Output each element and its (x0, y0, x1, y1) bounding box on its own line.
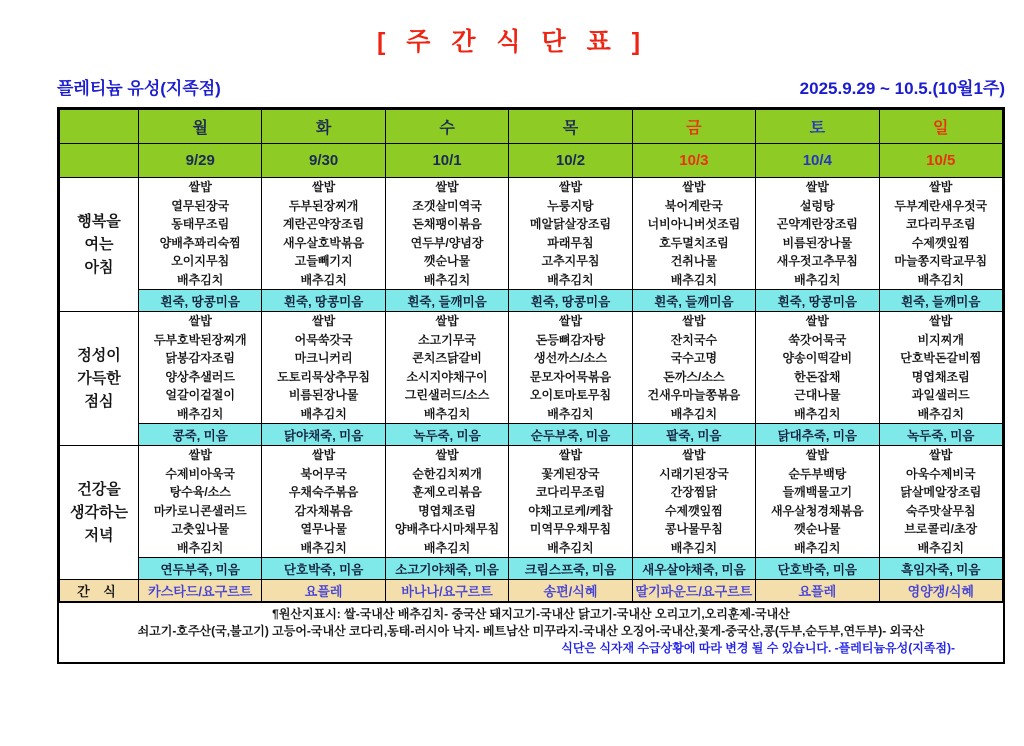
snack-cell-4: 딸기파운드/요구르트 (632, 580, 755, 602)
day-header-3: 목 (509, 110, 632, 144)
menu-item: 쌀밥 (929, 448, 953, 462)
menu-item: 배추김치 (177, 406, 224, 421)
snack-row (60, 580, 1003, 602)
porridge-cell-lunch-4: 팥죽, 미음 (632, 424, 755, 446)
menu-cell-lunch-4 (632, 312, 755, 424)
menu-item: 비지찌개 (917, 332, 964, 347)
menu-item: 어묵쑥갓국 (294, 332, 353, 347)
porridge-cell-dinner-4: 새우살야채죽, 미음 (632, 558, 755, 580)
notice-line: 식단은 식자재 수급상황에 따라 변경 될 수 있습니다. -플레티늄유성(지족점)- (561, 641, 955, 655)
origin-line-2: 쇠고기-호주산(국,불고기) 고등어-국내산 코다리,동태-러시아 낙지- 베트남산 미꾸라지-국내산 오징어-국내산,꽃게-중국산,콩(두부,순두부,연두부)- 외국산 (137, 624, 925, 638)
meal-menu-row-lunch (60, 312, 1003, 424)
meal-label-line: 생각하는 (70, 504, 128, 521)
menu-item: 쌀밥 (929, 180, 953, 194)
menu-item: 양송이떡갈비 (782, 351, 853, 365)
porridge-cell-lunch-3: 순두부죽, 미음 (509, 424, 632, 446)
menu-item: 콘치즈닭갈비 (412, 351, 482, 365)
meal-label-breakfast (60, 178, 139, 312)
menu-item: 들깨백물고기 (782, 485, 853, 499)
day-header-row (60, 110, 1003, 144)
menu-item: 누룽지탕 (547, 198, 594, 213)
menu-cell-dinner-5 (756, 446, 879, 558)
porridge-cell-breakfast-0: 흰죽, 땅콩미음 (139, 290, 262, 312)
menu-item: 과일샐러드 (911, 388, 970, 402)
menu-cell-breakfast-6 (879, 178, 1002, 290)
menu-item: 고춧잎나물 (171, 522, 230, 536)
menu-cell-dinner-1 (262, 446, 385, 558)
snack-cell-5: 요플레 (756, 580, 879, 602)
day-header-1: 화 (262, 110, 385, 144)
menu-item: 훈제오리볶음 (412, 485, 482, 499)
menu-item: 명엽채조림 (418, 503, 477, 518)
porridge-cell-breakfast-4: 흰죽, 들깨미음 (632, 290, 755, 312)
menu-item: 간장찜닭 (670, 485, 718, 499)
porridge-cell-lunch-2: 녹두죽, 미음 (385, 424, 508, 446)
menu-cell-lunch-2 (385, 312, 508, 424)
menu-item: 양배추꽈리숙찜 (159, 235, 241, 250)
menu-item: 쌀밥 (682, 314, 706, 328)
meal-label-line: 저녁 (84, 527, 114, 544)
menu-item: 닭살메알장조림 (900, 485, 982, 499)
menu-item: 북어무국 (300, 466, 347, 481)
menu-item: 소시지야채구이 (406, 369, 488, 384)
menu-item: 깻순나물 (423, 254, 471, 268)
porridge-cell-breakfast-3: 흰죽, 땅콩미음 (509, 290, 632, 312)
date-cell-6: 10/5 (879, 144, 1002, 178)
date-cell-4: 10/3 (632, 144, 755, 178)
meal-menu-row-breakfast (60, 178, 1003, 290)
menu-item: 곤약계란장조림 (776, 217, 858, 231)
menu-item: 메알닭살장조림 (529, 217, 612, 231)
menu-item: 호두멸치조림 (659, 235, 729, 250)
menu-item: 탕수육/소스 (169, 485, 231, 499)
menu-item: 조갯살미역국 (412, 198, 482, 213)
weekly-menu-table (59, 109, 1003, 602)
menu-item: 배추김치 (423, 272, 471, 287)
menu-cell-breakfast-0 (139, 178, 262, 290)
menu-item: 마크니커리 (294, 351, 353, 365)
menu-item: 오이지무침 (171, 254, 230, 268)
menu-item: 마늘쫑지락교무침 (894, 254, 988, 268)
day-header-0: 월 (139, 110, 262, 144)
porridge-cell-lunch-0: 콩죽, 미음 (139, 424, 262, 446)
menu-item: 배추김치 (300, 540, 347, 555)
menu-item: 쌀밥 (312, 448, 336, 462)
menu-item: 잔치국수 (670, 332, 718, 347)
menu-item: 배추김치 (300, 406, 347, 421)
menu-item: 배추김치 (670, 540, 718, 555)
menu-item: 두부된장찌개 (288, 198, 359, 213)
menu-item: 순두부백탕 (788, 466, 847, 481)
menu-item: 배추김치 (547, 406, 594, 421)
menu-item: 야채고로케/케찹 (528, 503, 613, 518)
menu-cell-dinner-2 (385, 446, 508, 558)
menu-item: 쌀밥 (805, 180, 829, 194)
menu-item: 배추김치 (917, 540, 964, 555)
menu-item: 쌀밥 (682, 180, 706, 194)
menu-item: 한돈잡채 (794, 369, 841, 384)
origin-info-box (59, 602, 1003, 662)
snack-label: 간 식 (60, 580, 139, 602)
menu-item: 콩나물무침 (664, 522, 723, 536)
menu-item: 도토리묵상추무침 (277, 369, 370, 384)
menu-item: 쌀밥 (929, 314, 953, 328)
meal-label-line: 점심 (84, 393, 114, 410)
menu-cell-breakfast-5 (756, 178, 879, 290)
porridge-cell-lunch-6: 녹두죽, 미음 (879, 424, 1002, 446)
menu-item: 양상추샐러드 (165, 369, 235, 384)
menu-item: 배추김치 (547, 272, 594, 287)
menu-item: 배추김치 (177, 272, 224, 287)
menu-item: 브로콜리/초장 (904, 522, 978, 536)
menu-cell-dinner-3 (509, 446, 632, 558)
menu-item: 쌀밥 (435, 314, 459, 328)
meal-label-line: 행복을 (77, 213, 121, 230)
porridge-cell-lunch-5: 닭대추죽, 미음 (756, 424, 879, 446)
porridge-cell-lunch-1: 닭야채죽, 미음 (262, 424, 385, 446)
corner-cell-dates (60, 144, 139, 178)
snack-cell-6: 영양갱/식혜 (879, 580, 1002, 602)
porridge-cell-breakfast-5: 흰죽, 땅콩미음 (756, 290, 879, 312)
menu-cell-lunch-1 (262, 312, 385, 424)
menu-item: 소고기무국 (418, 332, 477, 347)
menu-item: 배추김치 (300, 272, 347, 287)
menu-item: 꽃게된장국 (541, 466, 600, 481)
meal-label-dinner (60, 446, 139, 580)
corner-cell-days (60, 110, 139, 144)
menu-item: 쌀밥 (435, 448, 459, 462)
date-cell-1: 9/30 (262, 144, 385, 178)
menu-item: 배추김치 (547, 540, 594, 555)
menu-item: 배추김치 (794, 272, 841, 287)
menu-item: 쌀밥 (188, 448, 212, 462)
menu-item: 두부계란새우젓국 (894, 198, 988, 213)
menu-item: 배추김치 (670, 406, 718, 421)
origin-line-1: ¶원산지표시: 쌀-국내산 배추김치- 중국산 돼지고기-국내산 닭고기-국내산 오리고기,오리훈제-국내산 (272, 607, 790, 621)
menu-item: 파래무침 (547, 235, 594, 250)
menu-item: 단호박돈갈비찜 (900, 351, 982, 365)
menu-item: 너비아니버섯조림 (647, 217, 741, 231)
porridge-cell-dinner-5: 단호박죽, 미음 (756, 558, 879, 580)
menu-item: 쌀밥 (312, 314, 336, 328)
porridge-cell-breakfast-1: 흰죽, 땅콩미음 (262, 290, 385, 312)
menu-item: 깻순나물 (794, 522, 841, 536)
menu-item: 코다리무조림 (905, 217, 976, 231)
menu-cell-dinner-4 (632, 446, 755, 558)
menu-cell-breakfast-3 (509, 178, 632, 290)
menu-item: 건새우마늘쫑볶음 (647, 388, 741, 402)
porridge-row-lunch (60, 424, 1003, 446)
subheader (57, 74, 1005, 99)
menu-item: 배추김치 (177, 540, 224, 555)
menu-item: 열무나물 (300, 522, 347, 536)
menu-item: 배추김치 (670, 272, 718, 287)
porridge-cell-dinner-0: 연두부죽, 미음 (139, 558, 262, 580)
porridge-cell-dinner-6: 흑임자죽, 미음 (879, 558, 1002, 580)
menu-item: 쌀밥 (188, 180, 212, 194)
menu-cell-lunch-0 (139, 312, 262, 424)
menu-item: 수제비아욱국 (165, 466, 235, 481)
porridge-cell-breakfast-2: 흰죽, 들깨미음 (385, 290, 508, 312)
menu-item: 동태무조림 (171, 217, 230, 231)
menu-item: 배추김치 (423, 406, 471, 421)
menu-item: 새우젓고추무침 (776, 254, 858, 268)
menu-item: 국수고명 (670, 351, 718, 365)
snack-cell-2: 바나나/요구르트 (385, 580, 508, 602)
menu-item: 양배추다시마채무침 (394, 522, 500, 536)
date-cell-3: 10/2 (509, 144, 632, 178)
date-cell-5: 10/4 (756, 144, 879, 178)
menu-item: 시래기된장국 (659, 466, 729, 481)
menu-item: 배추김치 (917, 272, 964, 287)
day-header-2: 수 (385, 110, 508, 144)
menu-item: 수제깻잎찜 (911, 235, 970, 250)
porridge-row-dinner (60, 558, 1003, 580)
meal-label-line: 여는 (84, 236, 114, 253)
menu-item: 비름된장나물 (782, 235, 853, 250)
menu-cell-dinner-0 (139, 446, 262, 558)
snack-cell-3: 송편/식혜 (509, 580, 632, 602)
meal-menu-row-dinner (60, 446, 1003, 558)
menu-item: 새우살호박볶음 (283, 235, 365, 250)
meal-label-lunch (60, 312, 139, 446)
menu-item: 쌀밥 (682, 448, 706, 462)
menu-item: 계란곤약장조림 (283, 217, 365, 231)
porridge-cell-breakfast-6: 흰죽, 들깨미음 (879, 290, 1002, 312)
menu-item: 배추김치 (917, 406, 964, 421)
menu-item: 건취나물 (670, 254, 718, 268)
menu-item: 근대나물 (794, 388, 841, 402)
meal-label-line: 아침 (84, 259, 114, 276)
menu-item: 쌀밥 (558, 448, 583, 462)
page-title: [ 주 간 식 단 표 ] (376, 28, 648, 56)
menu-cell-dinner-6 (879, 446, 1002, 558)
menu-cell-breakfast-2 (385, 178, 508, 290)
porridge-row-breakfast (60, 290, 1003, 312)
meal-label-line: 가득한 (77, 370, 121, 387)
menu-item: 문모자어묵볶음 (529, 369, 612, 384)
meal-label-line: 건강을 (77, 481, 121, 498)
menu-item: 닭봉감자조림 (165, 351, 235, 365)
date-row (60, 144, 1003, 178)
menu-item: 마카로니콘샐러드 (153, 503, 247, 518)
menu-item: 돈등뼈감자탕 (535, 332, 606, 347)
menu-item: 배추김치 (794, 540, 841, 555)
menu-item: 우채숙주볶음 (288, 485, 359, 499)
menu-item: 쌀밥 (188, 314, 212, 328)
menu-item: 고들빼기지 (294, 254, 353, 268)
porridge-cell-dinner-2: 소고기야채죽, 미음 (385, 558, 508, 580)
menu-item: 생선까스/소스 (534, 351, 607, 365)
menu-item: 배추김치 (794, 406, 841, 421)
menu-item: 쌀밥 (558, 180, 583, 194)
store-name: 플레티늄 유성(지족점) (57, 79, 221, 98)
date-cell-2: 10/1 (385, 144, 508, 178)
menu-item: 쑥갓어묵국 (788, 332, 847, 347)
menu-item: 돈까스/소스 (663, 369, 725, 384)
snack-cell-0: 카스타드/요구르트 (139, 580, 262, 602)
porridge-cell-dinner-3: 크림스프죽, 미음 (509, 558, 632, 580)
snack-cell-1: 요플레 (262, 580, 385, 602)
menu-cell-breakfast-4 (632, 178, 755, 290)
menu-cell-lunch-5 (756, 312, 879, 424)
porridge-cell-dinner-1: 단호박죽, 미음 (262, 558, 385, 580)
menu-cell-lunch-6 (879, 312, 1002, 424)
menu-item: 수제깻잎찜 (664, 503, 723, 518)
menu-item: 연두부/양념장 (410, 235, 484, 250)
meal-label-line: 정성이 (77, 347, 121, 364)
menu-item: 쌀밥 (805, 448, 829, 462)
menu-item: 쌀밥 (435, 180, 459, 194)
menu-item: 오이토마토무침 (529, 388, 612, 402)
menu-item: 미역무우채무침 (529, 522, 612, 536)
day-header-6: 일 (879, 110, 1002, 144)
menu-item: 명엽채조림 (911, 369, 970, 384)
date-cell-0: 9/29 (139, 144, 262, 178)
menu-item: 감자채볶음 (294, 503, 353, 518)
menu-cell-lunch-3 (509, 312, 632, 424)
menu-item: 코다리무조림 (535, 485, 606, 499)
menu-item: 열무된장국 (171, 198, 230, 213)
menu-cell-breakfast-1 (262, 178, 385, 290)
menu-item: 설렁탕 (799, 198, 835, 213)
menu-item: 돈채팽이볶음 (412, 217, 482, 231)
weekly-menu-table-wrap (57, 107, 1005, 664)
menu-item: 그린샐러드/소스 (404, 388, 490, 402)
menu-item: 쌀밥 (805, 314, 829, 328)
menu-item: 숙주맛살무침 (905, 503, 976, 518)
menu-item: 아욱수제비국 (905, 466, 976, 481)
menu-item: 고추지무침 (541, 254, 600, 268)
menu-item: 쌀밥 (558, 314, 583, 328)
date-range: 2025.9.29 ~ 10.5.(10월1주) (799, 79, 1005, 98)
menu-item: 새우살청경채볶음 (770, 503, 864, 518)
menu-item: 북어계란국 (664, 198, 723, 213)
menu-item: 순한김치찌개 (412, 466, 482, 481)
day-header-4: 금 (632, 110, 755, 144)
menu-item: 쌀밥 (312, 180, 336, 194)
menu-item: 비름된장나물 (288, 388, 359, 402)
day-header-5: 토 (756, 110, 879, 144)
menu-item: 두부호박된장찌개 (153, 332, 247, 347)
menu-item: 얼갈이겉절이 (165, 388, 235, 402)
menu-item: 배추김치 (423, 540, 471, 555)
